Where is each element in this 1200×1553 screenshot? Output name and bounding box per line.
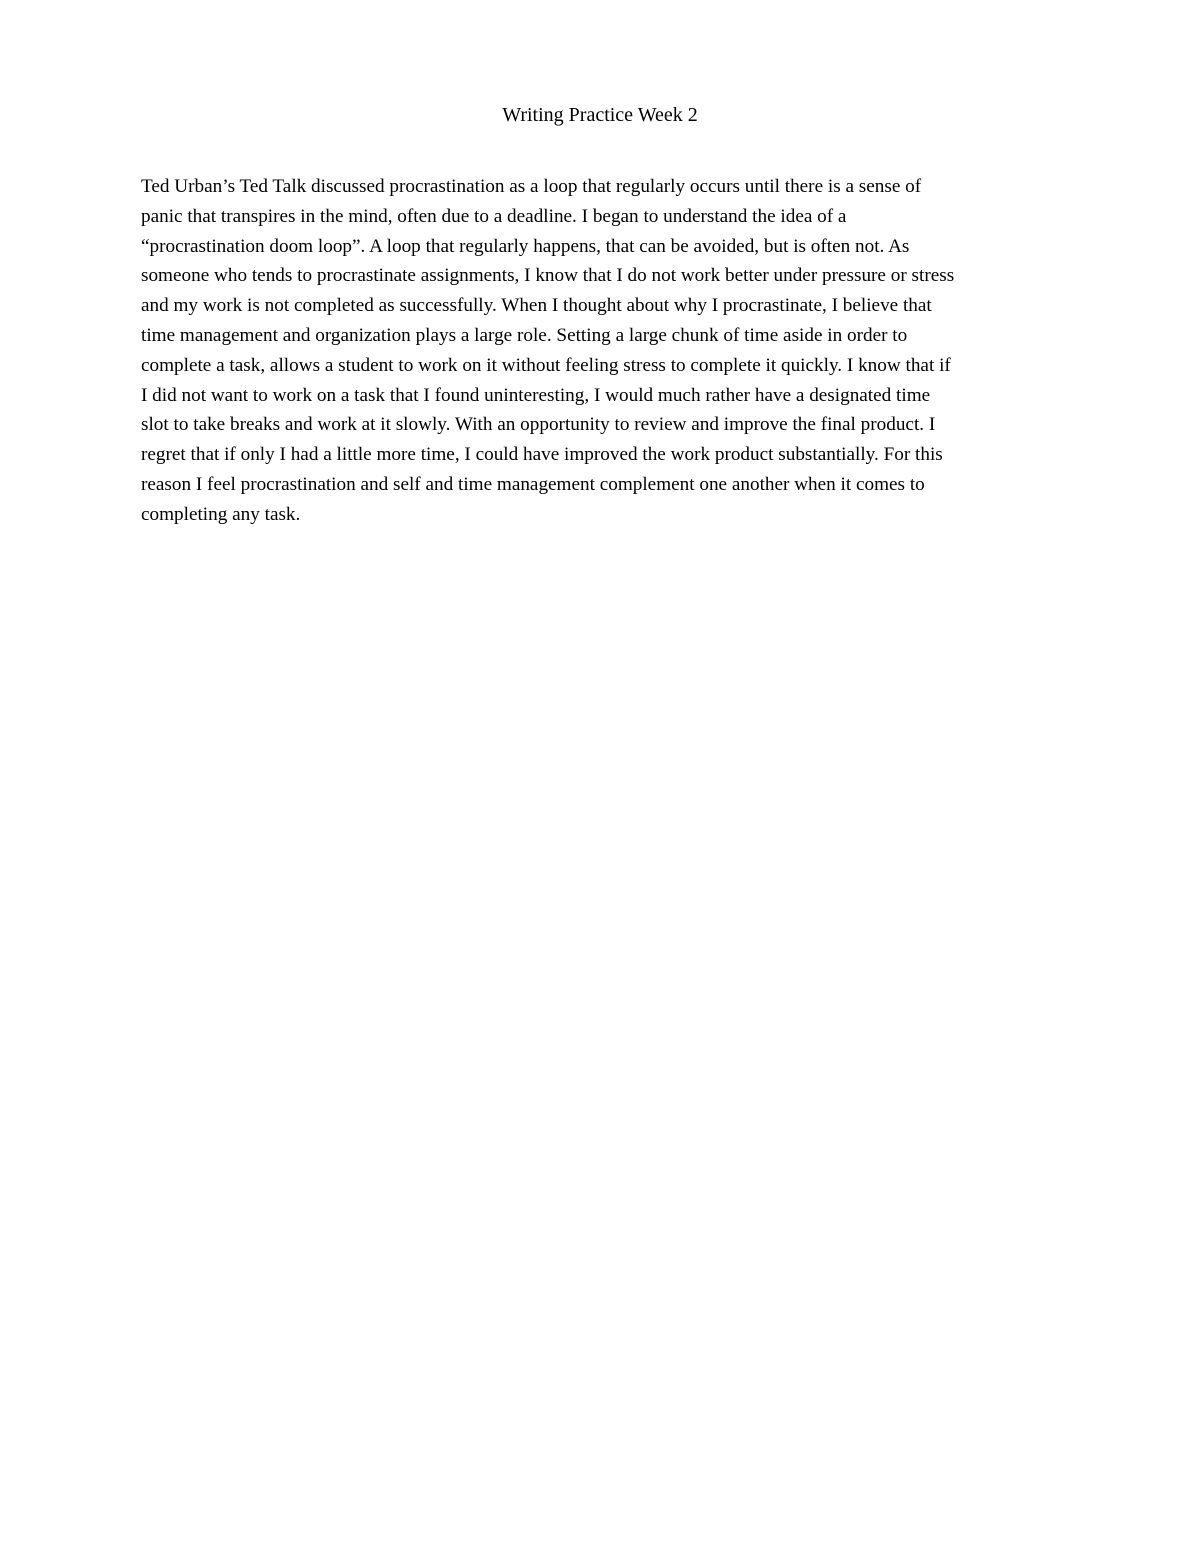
paragraph-line: and my work is not completed as successfully. When I thought about why I procrastinate, I believe that bbox=[141, 295, 932, 317]
paragraph-line: complete a task, allows a student to work on it without feeling stress to complete it quickly. I know that if bbox=[141, 354, 951, 376]
essay-paragraph bbox=[141, 172, 1071, 530]
paragraph-line: time management and organization plays a large role. Setting a large chunk of time aside in order to bbox=[141, 324, 908, 346]
paragraph-line: I did not want to work on a task that I found uninteresting, I would much rather have a designated time bbox=[141, 384, 931, 406]
paragraph-line: reason I feel procrastination and self and time management complement one another when it comes to bbox=[141, 473, 925, 495]
paragraph-line: panic that transpires in the mind, often due to a deadline. I began to understand the idea of a bbox=[141, 205, 847, 227]
document-title: Writing Practice Week 2 bbox=[502, 104, 698, 126]
paragraph-line: regret that if only I had a little more time, I could have improved the work product substantially. For this bbox=[141, 444, 943, 466]
paragraph-line: Ted Urban’s Ted Talk discussed procrastination as a loop that regularly occurs until there is a sense of bbox=[141, 176, 922, 197]
paragraph-line: slot to take breaks and work at it slowly. With an opportunity to review and improve the final product. I bbox=[141, 414, 936, 436]
paragraph-line: someone who tends to procrastinate assignments, I know that I do not work better under pressure or stress bbox=[141, 265, 955, 287]
paragraph-line: completing any task. bbox=[141, 503, 301, 525]
paragraph-line: “procrastination doom loop”. A loop that regularly happens, that can be avoided, but is often not. As bbox=[141, 235, 910, 257]
